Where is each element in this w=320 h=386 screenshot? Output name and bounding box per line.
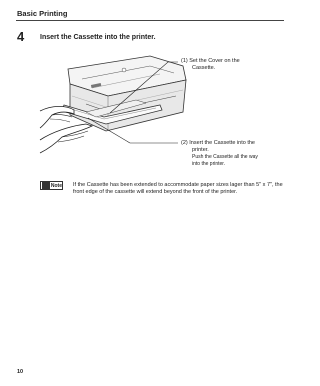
memo-icon (42, 182, 50, 189)
note-label: Note (50, 182, 62, 189)
note-icon (40, 181, 63, 190)
running-header: Basic Printing (17, 9, 68, 18)
step-number: 4 (17, 29, 25, 44)
callout-set-cover: (1) Set the Cover on the Cassette. (181, 58, 240, 71)
page-number: 10 (17, 369, 24, 375)
note-text: If the Cassette has been extended to accommodate paper sizes lager than 5" x 7", the front edge of the cassette will extend beyond the front of the printer. (73, 182, 283, 195)
callout-insert-cassette: (2) Insert the Cassette into the printer. Push the Cassette all the way into the printer. (181, 140, 258, 167)
step-title: Insert the Cassette into the printer. (40, 34, 156, 41)
